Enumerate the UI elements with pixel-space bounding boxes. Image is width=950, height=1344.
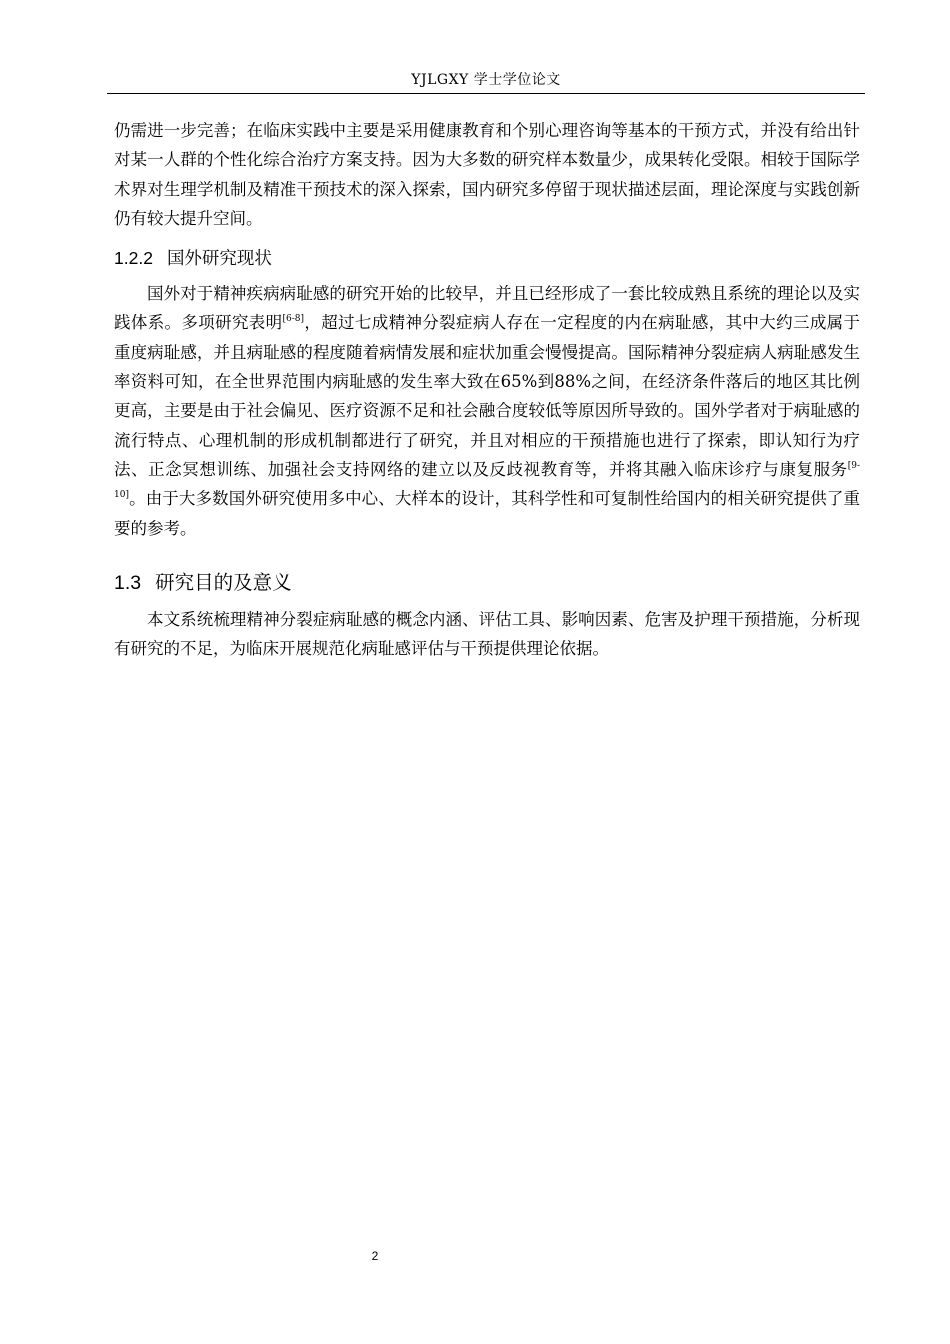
page-header [107, 70, 865, 94]
continued-paragraph: 仍需进一步完善；在临床实践中主要是采用健康教育和个别心理咨询等基本的干预方式，并没有给出针对某一人群的个性化综合治疗方案支持。因为大多数的研究样本数量少，成果转化受限。相较于国际学术界对生理学机制及精准干预技术的深入探索，国内研究多停留于现状描述层面，理论深度与实践创新仍有较大提升空间。 [114, 121, 860, 228]
section-title: 国外研究现状 [166, 248, 272, 269]
document-body [114, 116, 860, 663]
header-title: YJLGXY 学士学位论文 [411, 72, 561, 88]
section-number: 1.3 [114, 571, 142, 594]
paragraph-text: ，超过七成精神分裂症病人存在一定程度的内在病耻感，其中大约三成属于重度病耻感，并且病耻感的程度随着病情发展和症状加重会慢慢提高。国际精神分裂症病人病耻感发生率资料可知，在全世界范围内病耻感的发生率大致在65%到88%之间，在经济条件落后的地区其比例更高，主要是由于社会偏见、医疗资源不足和社会融合度较低等原因所导致的。国外学者对于病耻感的流行特点、心理机制的形成机制都进行了研究，并且对相应的干预措施也进行了探索，即认知行为疗法、正念冥想训练、加强社会支持网络的建立以及反歧视教育等，并将其融入临床诊疗与康复服务 [114, 313, 861, 479]
paragraph-text: 国外对于精神疾病病耻感的研究开始的比较早，并且已经形成了一套比较成熟且系统的理论以及实践体系。多项研究表明 [114, 284, 860, 333]
section-heading-1-2-2 [114, 245, 860, 271]
section-title: 研究目的及意义 [155, 571, 292, 594]
purpose-paragraph: 本文系统梳理精神分裂症病耻感的概念内涵、评估工具、影响因素、危害及护理干预措施，分析现有研究的不足，为临床开展规范化病耻感评估与干预提供理论依据。 [114, 609, 860, 659]
page-number: 2 [371, 1249, 379, 1263]
citation: [6-8] [282, 314, 305, 325]
paragraph-text: 。由于大多数国外研究使用多中心、大样本的设计，其科学性和可复制性给国内的相关研究提供了重要的参考。 [114, 489, 860, 538]
section-heading-1-3 [114, 569, 860, 597]
section-number: 1.2.2 [114, 248, 153, 269]
foreign-research-paragraph [114, 279, 860, 543]
citation: [9-10] [114, 460, 860, 501]
